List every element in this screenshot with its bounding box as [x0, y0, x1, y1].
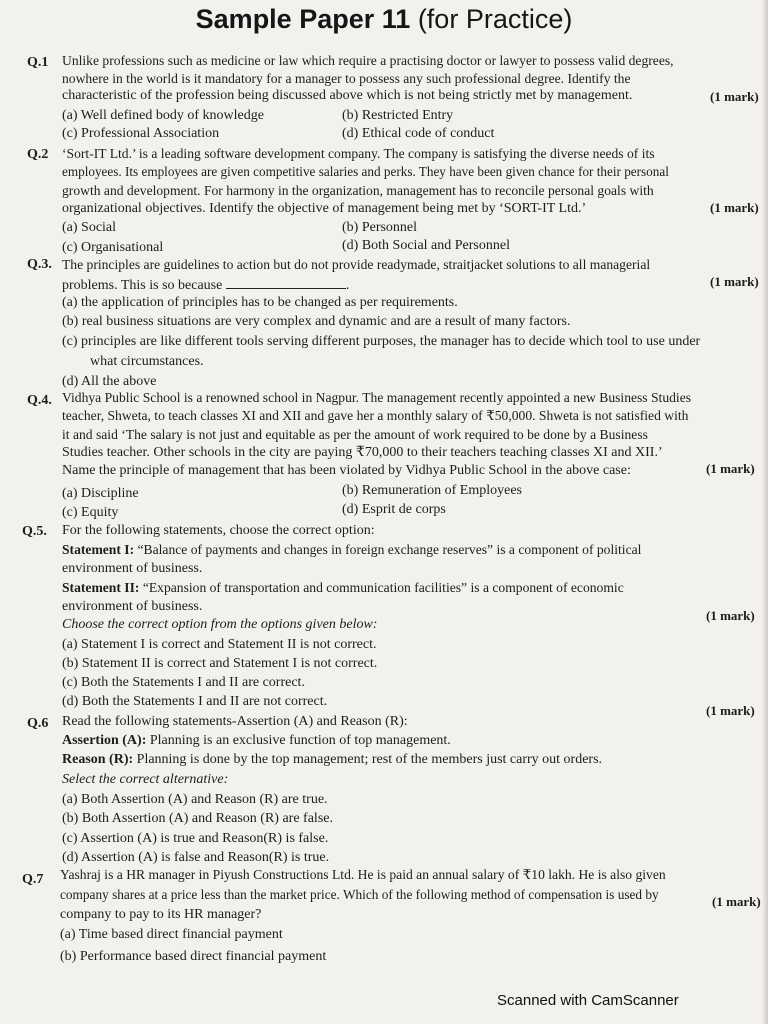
option: (b) Statement II is correct and Statement I is not correct. — [62, 656, 378, 671]
option: (b) Personnel — [342, 220, 418, 235]
assertion: Assertion (A): Planning is an exclusive function of top management. — [62, 733, 451, 748]
question-text: Vidhya Public School is a renowned school in Nagpur. The management recently appointed a new Business Studies — [62, 390, 692, 405]
page-edge-shadow — [762, 0, 768, 1024]
question-text: For the following statements, choose the correct option: — [62, 523, 375, 538]
mark-label: (1 mark) — [710, 274, 759, 289]
instruction: Select the correct alternative: — [62, 772, 229, 787]
question-text: company to pay to its HR manager? — [60, 907, 262, 922]
mark-label: (1 mark) — [712, 894, 761, 909]
statement: Statement I: “Balance of payments and changes in foreign exchange reserves” is a component of political — [62, 542, 642, 557]
question-number: Q.4. — [27, 393, 52, 408]
question-text: company shares at a price less than the market price. Which of the following method of compensation is used by — [60, 887, 659, 902]
question-text: characteristic of the profession being discussed above which is not being strictly met by management. — [62, 88, 633, 103]
option: (d) Ethical code of conduct — [342, 126, 495, 141]
paper-title-main: Sample Paper 11 — [195, 4, 411, 34]
option-continuation: what circumstances. — [90, 354, 204, 369]
question-text: nowhere in the world is it mandatory for a manager to possess any such professional degree. Identify the — [62, 71, 631, 86]
option: (a) Both Assertion (A) and Reason (R) are true. — [62, 792, 328, 807]
question-text: Studies teacher. Other schools in the city are paying ₹70,000 to their teachers teaching classes XI and XII.’ — [62, 445, 663, 460]
question-number: Q.6 — [27, 716, 49, 731]
paper-title — [0, 4, 768, 35]
option: (d) Both Social and Personnel — [342, 238, 510, 253]
option: (d) All the above — [62, 374, 157, 389]
statement-continuation: environment of business. — [62, 599, 203, 614]
option: (c) Assertion (A) is true and Reason(R) is false. — [62, 831, 329, 846]
option: (a) the application of principles has to be changed as per requirements. — [62, 295, 458, 310]
question-text: problems. This is so because . — [62, 278, 350, 293]
option: (c) Organisational — [62, 240, 164, 255]
question-text: employees. Its employees are given competitive salaries and perks. They have been given chance for their personal — [62, 164, 669, 179]
question-number: Q.1 — [27, 55, 49, 70]
statement: Statement II: “Expansion of transportation and communication facilities” is a component of economic — [62, 580, 624, 595]
answer-blank — [226, 276, 346, 289]
option: (a) Social — [62, 220, 117, 235]
question-text: growth and development. For harmony in the organization, management has to reconcile personal goals with — [62, 183, 654, 198]
option: (b) Restricted Entry — [342, 108, 454, 123]
question-text: The principles are guidelines to action but do not provide readymade, straitjacket solutions to all managerial — [62, 257, 651, 272]
reason: Reason (R): Planning is done by the top management; rest of the members just carry out orders. — [62, 752, 603, 767]
option: (d) Esprit de corps — [342, 502, 446, 517]
option: (c) Both the Statements I and II are correct. — [62, 675, 305, 690]
instruction: Choose the correct option from the options given below: — [62, 617, 378, 632]
option: (b) Both Assertion (A) and Reason (R) are false. — [62, 811, 333, 826]
statement-continuation: environment of business. — [62, 561, 203, 576]
scanner-watermark: Scanned with CamScanner — [497, 992, 679, 1009]
mark-label: (1 mark) — [706, 461, 755, 476]
question-text: Name the principle of management that has been violated by Vidhya Public School in the above case: — [62, 463, 631, 478]
option: (d) Assertion (A) is false and Reason(R) is true. — [62, 850, 330, 865]
question-text: Unlike professions such as medicine or law which require a practising doctor or lawyer to possess valid degrees, — [62, 53, 674, 68]
option: (a) Discipline — [62, 486, 139, 501]
question-number: Q.7 — [22, 872, 44, 887]
question-number: Q.3. — [27, 257, 52, 272]
option: (b) Performance based direct financial payment — [60, 949, 327, 964]
option: (c) Equity — [62, 505, 119, 520]
question-text: organizational objectives. Identify the objective of management being met by ‘SORT-IT Ltd.’ — [62, 201, 587, 216]
option: (a) Time based direct financial payment — [60, 927, 283, 942]
option: (d) Both the Statements I and II are not correct. — [62, 694, 328, 709]
option: (c) principles are like different tools serving different purposes, the manager has to decide which tool to use under — [62, 334, 701, 349]
paper-title-sub: (for Practice) — [417, 4, 573, 34]
mark-label: (1 mark) — [710, 200, 759, 215]
option: (c) Professional Association — [62, 126, 220, 141]
option: (a) Well defined body of knowledge — [62, 108, 264, 123]
question-text: Yashraj is a HR manager in Piyush Constructions Ltd. He is paid an annual salary of ₹10 lakh. He is also given — [60, 867, 666, 882]
question-text: it and said ‘The salary is not just and equitable as per the amount of work required to be done by a Business — [62, 427, 648, 442]
option: (b) real business situations are very complex and dynamic and are a result of many factors. — [62, 314, 571, 329]
mark-label: (1 mark) — [706, 608, 755, 623]
question-text: teacher, Shweta, to teach classes XI and XII and gave her a monthly salary of ₹50,000. Shweta is not satisfied with — [62, 408, 689, 423]
option: (a) Statement I is correct and Statement II is not correct. — [62, 637, 377, 652]
mark-label: (1 mark) — [706, 703, 755, 718]
question-number: Q.2 — [27, 147, 49, 162]
question-text: ‘Sort-IT Ltd.’ is a leading software development company. The company is satisfying the diverse needs of its — [62, 146, 655, 161]
option: (b) Remuneration of Employees — [342, 483, 523, 498]
question-text: Read the following statements-Assertion (A) and Reason (R): — [62, 714, 408, 729]
mark-label: (1 mark) — [710, 89, 759, 104]
question-number: Q.5. — [22, 524, 47, 539]
